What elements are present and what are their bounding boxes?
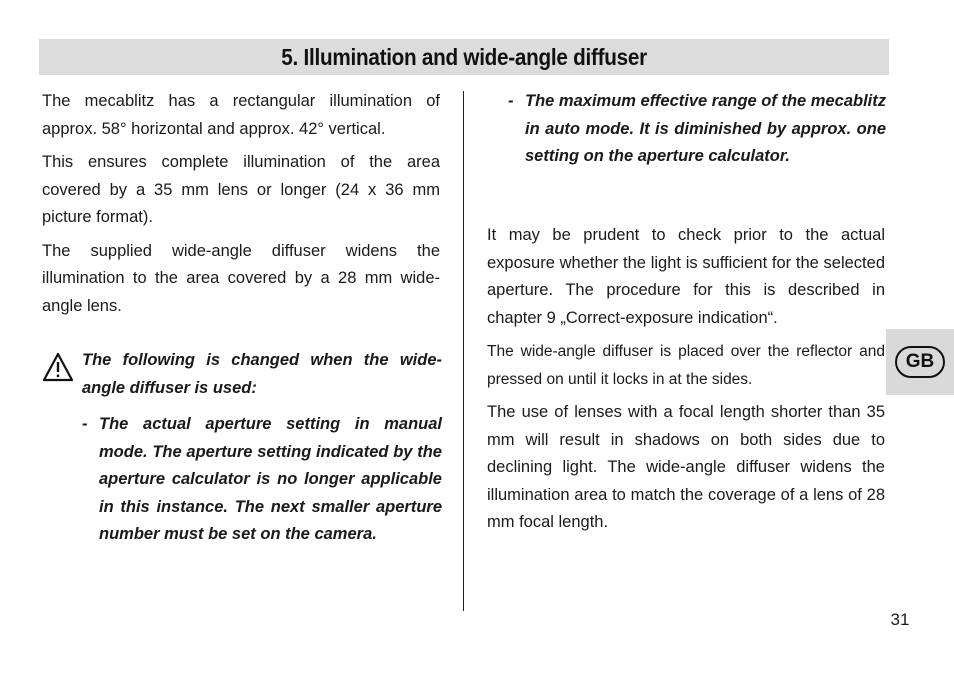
warning-list-item (82, 411, 442, 549)
paragraph: It may be prudent to check prior to the actual exposure whether the light is sufficient for the selected aperture. The procedure for this is described in chapter 9 „Correct-exposure indication“. (487, 226, 885, 327)
warning-list-continued (508, 88, 886, 171)
paragraph: The supplied wide-angle diffuser widens the illumination to the area covered by a 28 mm wide-angle lens. (42, 241, 440, 315)
dash-bullet: - (508, 92, 514, 110)
warning-list (82, 411, 442, 549)
paragraph: The use of lenses with a focal length shorter than 35 mm will result in shadows on both sides due to declining light. The wide-angle diffuser widens the illumination area to match the coverage of a lens of 28 mm focal length. (487, 403, 885, 531)
warning-item-text: The actual aperture setting in manual mode. The aperture setting indicated by the aperture calculator is no longer applicable in this instance. The next smaller aperture number must be set on the camera. (99, 415, 442, 543)
language-tab (886, 329, 954, 395)
left-column (42, 88, 440, 320)
section-title-bar (39, 39, 889, 75)
language-badge: GB (895, 346, 945, 378)
warning-item-text: The maximum effective range of the mecablitz in auto mode. It is diminished by approx. one setting on the aperture calculator. (525, 92, 886, 165)
warning-block (42, 347, 442, 549)
dash-bullet: - (82, 415, 88, 433)
page-number: 31 (890, 610, 910, 629)
warning-heading: The following is changed when the wide-angle diffuser is used: (82, 351, 442, 397)
page-title: 5. Illumination and wide-angle diffuser (281, 43, 647, 70)
right-column (487, 222, 885, 537)
warning-triangle-icon (42, 351, 74, 383)
warning-list-item (508, 88, 886, 171)
paragraph: The wide-angle diffuser is placed over the reflector and pressed on until it locks in at the sides. (487, 343, 885, 388)
paragraph: The mecablitz has a rectangular illumination of approx. 58° horizontal and approx. 42° vertical. (42, 92, 440, 138)
column-divider (463, 91, 464, 611)
paragraph: This ensures complete illumination of the area covered by a 35 mm lens or longer (24 x 36 mm picture format). (42, 153, 440, 226)
